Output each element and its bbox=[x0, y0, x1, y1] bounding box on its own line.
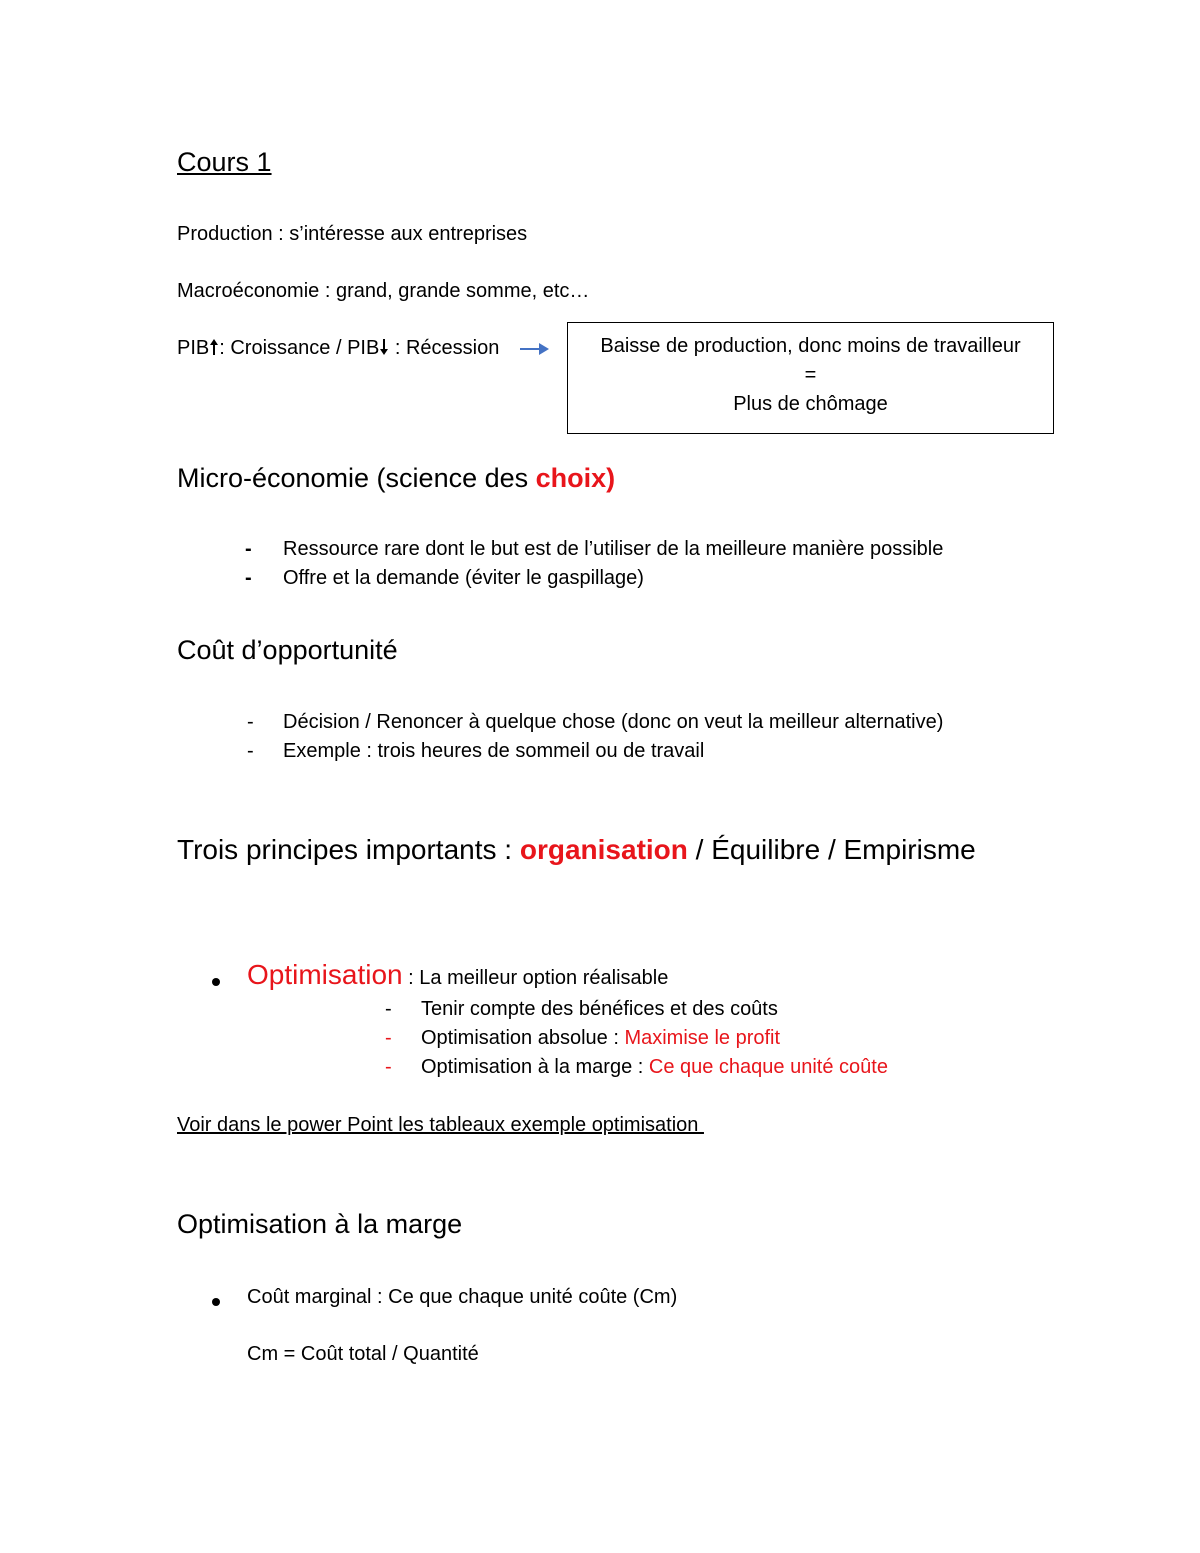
optim-desc: : La meilleur option réalisable bbox=[402, 967, 669, 989]
consequence-box bbox=[567, 322, 1054, 434]
trois-heading-text: Trois principes importants : bbox=[177, 834, 520, 865]
optim-dash-3: - bbox=[385, 1056, 392, 1078]
right-arrow-icon bbox=[519, 341, 551, 362]
cout-heading: Coût d’opportunité bbox=[177, 635, 398, 665]
page-title: Cours 1 bbox=[177, 147, 272, 177]
macro-line: Macroéconomie : grand, grande somme, etc… bbox=[177, 280, 590, 302]
marge-heading: Optimisation à la marge bbox=[177, 1209, 463, 1239]
bullet-icon bbox=[212, 973, 220, 991]
optim-label: Optimisation bbox=[247, 959, 403, 990]
optim-sub-2: Optimisation absolue : Maximise le profit bbox=[421, 1027, 781, 1049]
down-arrow-icon bbox=[379, 337, 389, 357]
optim-dash-1: - bbox=[385, 998, 392, 1020]
micro-item-2: Offre et la demande (éviter le gaspillage) bbox=[283, 567, 644, 589]
up-arrow-icon bbox=[209, 337, 219, 357]
cout-item-1: Décision / Renoncer à quelque chose (donc on veut la meilleur alternative) bbox=[283, 711, 944, 733]
micro-dash-2: - bbox=[245, 567, 252, 589]
optim-bullet bbox=[247, 958, 668, 997]
cout-dash-2: - bbox=[247, 740, 254, 762]
pib-croissance: : Croissance / PIB bbox=[219, 337, 380, 359]
optim-sub-3: Optimisation à la marge : Ce que chaque unité coûte bbox=[421, 1056, 888, 1078]
box-line-3: Plus de chômage bbox=[733, 393, 888, 415]
marge-formula: Cm = Coût total / Quantité bbox=[247, 1343, 479, 1365]
cout-dash-1: - bbox=[247, 711, 254, 733]
micro-heading bbox=[177, 461, 615, 495]
trois-heading-end: / Équilibre / Empirisme bbox=[687, 834, 976, 865]
micro-heading-highlight: choix) bbox=[535, 463, 616, 493]
micro-item-1: Ressource rare dont le but est de l’utiliser de la meilleure manière possible bbox=[283, 538, 944, 560]
trois-heading bbox=[177, 833, 976, 867]
pib-label: PIB bbox=[177, 337, 210, 359]
micro-heading-text: Micro-économie (science des bbox=[177, 463, 536, 493]
marge-bullet: Coût marginal : Ce que chaque unité coûte (Cm) bbox=[247, 1286, 678, 1308]
optim-dash-2: - bbox=[385, 1027, 392, 1049]
micro-dash-1: - bbox=[245, 538, 252, 560]
box-line-2: = bbox=[804, 364, 817, 386]
pib-line bbox=[177, 336, 499, 360]
optim-sub-1: Tenir compte des bénéfices et des coûts bbox=[421, 998, 778, 1020]
bullet-icon bbox=[212, 1293, 220, 1311]
trois-heading-highlight: organisation bbox=[519, 834, 688, 865]
cout-item-2: Exemple : trois heures de sommeil ou de travail bbox=[283, 740, 705, 762]
box-line-1: Baisse de production, donc moins de travailleur bbox=[600, 335, 1021, 357]
voir-powerpoint-line: Voir dans le power Point les tableaux exemple optimisation bbox=[177, 1114, 704, 1136]
production-line: Production : s’intéresse aux entreprises bbox=[177, 223, 528, 245]
pib-recession: : Récession bbox=[389, 337, 500, 359]
